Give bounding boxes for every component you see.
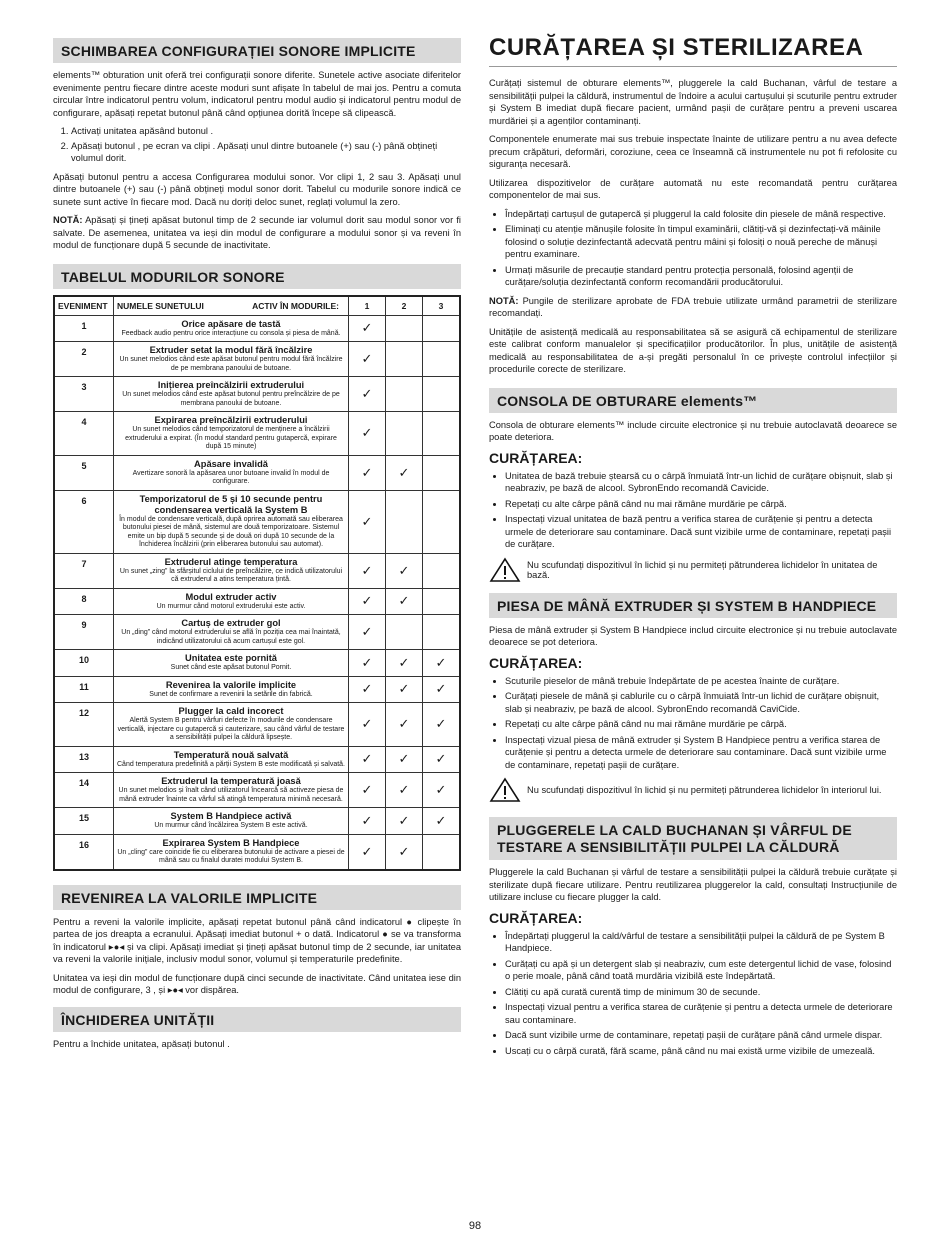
sound-config-para2: Apăsați butonul pentru a accesa Configurarea modului sonor. Vor clipi 1, 2 sau 3. Apăsați unul dintre butoanele (+) sau (-) până obțineți modul sonor dorit. Tabelul cu modurile sonore indică ce sunete sunt active în fiecare mod. Dacă nu doriți deloc sunet, reglați volumul la zero. bbox=[53, 171, 461, 207]
list-item: • Scuturile pieselor de mână trebuie îndepărtate de pe acestea înainte de curățare. bbox=[505, 675, 897, 688]
list-item: • Îndepărtați cartușul de gutapercă și pluggerul la cald folosite din piesele de mână respective. bbox=[505, 208, 897, 221]
sound-name: Inițierea preîncălzirii extruderului bbox=[157, 380, 305, 390]
check-icon: ✓ bbox=[361, 624, 373, 639]
header-mode-1: 1 bbox=[349, 296, 386, 316]
table-row bbox=[54, 490, 460, 553]
header-mode-2: 2 bbox=[386, 296, 423, 316]
note-label: NOTĂ: bbox=[53, 215, 83, 225]
sound-name: Orice apăsare de tastă bbox=[181, 318, 281, 329]
check-icon: ✓ bbox=[398, 681, 410, 697]
event-number: 2 bbox=[54, 342, 114, 377]
check-icon: ✓ bbox=[435, 716, 447, 732]
sound-detail: Un „ding” când motorul extruderului se află în poziția cea mai înaintată, indicând utilizatorului că acum cartușul este gol. bbox=[121, 629, 341, 645]
sound-name: Apăsare invalidă bbox=[194, 458, 268, 469]
header-mode-3: 3 bbox=[423, 296, 461, 316]
list-item: • Inspectați vizual piesa de mână extruder și System B Handpiece pentru a verifica starea de curățenie și pentru a detecta urmele de deteriorare sau contaminare. Dacă sunt vizibile urme de contaminare, repetați pașii de curățare. bbox=[505, 734, 897, 772]
sound-detail: Un sunet melodios când este apăsat butonul pentru modul fără încălzire de pe membrana panoului de butoane. bbox=[119, 356, 343, 372]
check-icon: ✓ bbox=[398, 593, 410, 609]
sound-description bbox=[114, 342, 349, 377]
plugger-cleaning-heading: CURĂȚAREA: bbox=[489, 909, 583, 926]
check-icon: ✓ bbox=[361, 716, 373, 732]
event-number: 5 bbox=[54, 455, 114, 490]
sound-description bbox=[114, 746, 349, 773]
list-item: • Repetați cu alte cârpe până când nu mai rămâne murdărie pe cârpă. bbox=[505, 718, 897, 731]
sound-detail: Sunet de confirmare a revenirii la setările din fabrică. bbox=[149, 690, 313, 698]
check-icon: ✓ bbox=[361, 593, 373, 609]
list-item: • Unitatea de bază trebuie ștearsă cu o cârpă înmuiată într-un lichid de curățare obișnuit, slab și neabraziv, pe bază de alcool. SybronEndo recomandă Cavicide. bbox=[505, 470, 897, 495]
mode-3-cell bbox=[423, 553, 461, 588]
check-icon: ✓ bbox=[361, 351, 373, 366]
section-title-console: CONSOLA DE OBTURARE elements™ bbox=[489, 388, 897, 413]
mode-3-cell bbox=[423, 315, 461, 342]
page-title: CURĂȚAREA ȘI STERILIZAREA bbox=[489, 34, 897, 67]
check-icon: ✓ bbox=[361, 782, 373, 797]
list-item: • Inspectați vizual unitatea de bază pentru a verifica starea de curățenie și pentru a detecta urmele de deteriorare sau contaminare. Dacă sunt vizibile urme de contaminare, repetați pașii de curățare. bbox=[505, 513, 897, 551]
check-icon: ✓ bbox=[361, 681, 373, 697]
mode-1-cell bbox=[349, 615, 386, 650]
sound-description bbox=[114, 553, 349, 588]
event-number: 7 bbox=[54, 553, 114, 588]
header-sound-names: NUMELE SUNETULUI bbox=[117, 300, 204, 311]
table-row bbox=[54, 746, 460, 773]
check-icon: ✓ bbox=[361, 654, 373, 670]
sound-description bbox=[114, 650, 349, 677]
mode-1-cell bbox=[349, 455, 386, 490]
sound-name: System B Handpiece activă bbox=[170, 811, 292, 821]
mode-3-cell bbox=[423, 490, 461, 553]
sound-name: Unitatea este pornită bbox=[185, 653, 277, 663]
step-2: 2. Apăsați butonul , pe ecran va clipi . Apăsați unul dintre butoanele (+) sau (-) până obțineți volumul dorit. bbox=[71, 140, 461, 165]
sound-detail: Când temperatura predefinită a părții System B este modificată și salvată. bbox=[117, 760, 345, 768]
mode-2-cell bbox=[386, 615, 423, 650]
section-title-reset-defaults: REVENIREA LA VALORILE IMPLICITE bbox=[53, 885, 461, 910]
cleaning-bullets bbox=[489, 208, 897, 289]
check-icon: ✓ bbox=[361, 425, 373, 441]
mode-3-cell bbox=[423, 834, 461, 870]
mode-2-cell bbox=[386, 703, 423, 747]
mode-3-cell bbox=[423, 676, 461, 703]
mode-1-cell bbox=[349, 342, 386, 377]
check-icon: ✓ bbox=[361, 386, 373, 401]
sound-detail: Un „cling” care coincide fie cu eliberarea butonului de activare a piesei de mână sau cu finalul duratei modului System B. bbox=[117, 848, 345, 864]
check-icon: ✓ bbox=[398, 654, 410, 670]
check-icon: ✓ bbox=[398, 464, 410, 480]
check-icon: ✓ bbox=[361, 843, 373, 859]
mode-1-cell bbox=[349, 377, 386, 412]
table-row bbox=[54, 773, 460, 808]
sound-detail: Un murmur când încălzirea System B este activă. bbox=[154, 822, 308, 829]
table-row bbox=[54, 588, 460, 615]
console-para: Consola de obturare elements™ include circuite electronice și nu trebuie autoclavată deoarece se poate deteriora. bbox=[489, 419, 897, 442]
warning-text: Nu scufundați dispozitivul în lichid și nu permiteți pătrunderea lichidelor în unitatea de bază. bbox=[527, 559, 878, 580]
table-row bbox=[54, 676, 460, 703]
mode-2-cell bbox=[386, 315, 423, 342]
mode-2-cell bbox=[386, 490, 423, 553]
mode-2-cell bbox=[386, 650, 423, 677]
table-row bbox=[54, 834, 460, 870]
mode-2-cell bbox=[386, 455, 423, 490]
check-icon: ✓ bbox=[398, 562, 410, 578]
table-row bbox=[54, 553, 460, 588]
page-number: 98 bbox=[468, 1220, 482, 1232]
mode-3-cell bbox=[423, 455, 461, 490]
table-row bbox=[54, 615, 460, 650]
table-row bbox=[54, 315, 460, 342]
mode-3-cell bbox=[423, 773, 461, 808]
shutdown-para: Pentru a închide unitatea, apăsați butonul . bbox=[53, 1038, 230, 1049]
cleaning-note bbox=[489, 295, 897, 320]
mode-1-cell bbox=[349, 490, 386, 553]
event-number: 16 bbox=[54, 834, 114, 870]
left-column bbox=[53, 38, 461, 1056]
section-title-plugger: PLUGGERELE LA CALD BUCHANAN ȘI VÂRFUL DE TESTARE A SENSIBILITĂȚII PULPEI LA CĂLDURĂ bbox=[489, 817, 897, 860]
sound-name: Temperatură nouă salvată bbox=[173, 749, 289, 760]
sound-name: Modul extruder activ bbox=[185, 591, 277, 602]
event-number: 11 bbox=[54, 676, 114, 703]
sound-name: Cartuș de extruder gol bbox=[181, 618, 281, 628]
mode-1-cell bbox=[349, 746, 386, 773]
list-item: • Repetați cu alte cârpe până când nu mai rămâne murdărie pe cârpă. bbox=[505, 498, 897, 511]
check-icon: ✓ bbox=[398, 812, 410, 828]
console-bullets bbox=[489, 470, 897, 551]
sound-detail: Avertizare sonoră la apăsarea unor butoane invalid în modul de configurare. bbox=[132, 469, 330, 485]
event-number: 10 bbox=[54, 650, 114, 677]
sound-detail: Un murmur când motorul extruderului este activ. bbox=[156, 602, 306, 610]
handpiece-bullets bbox=[489, 675, 897, 772]
sound-description bbox=[114, 490, 349, 553]
mode-2-cell bbox=[386, 553, 423, 588]
table-body bbox=[54, 315, 460, 870]
reset-para2: Unitatea va ieși din modul de funcționare după cinci secunde de inactivitate. Când unitatea iese din modul de configurare, 3 , și ▸●◂ vor dispărea. bbox=[53, 972, 461, 995]
mode-3-cell bbox=[423, 650, 461, 677]
sound-config-steps bbox=[53, 125, 461, 165]
event-number: 9 bbox=[54, 615, 114, 650]
sound-detail: Un sunet melodios când este apăsat butonul pentru preîncălzire de pe membrana panoului de butoane. bbox=[122, 391, 340, 407]
sound-detail: Un sunet melodios și înalt când utilizatorul încearcă să activeze piesa de mână extruder înainte ca vârful să atingă temperatura minimă necesară. bbox=[118, 787, 344, 803]
table-row bbox=[54, 342, 460, 377]
event-number: 4 bbox=[54, 412, 114, 456]
check-icon: ✓ bbox=[435, 654, 447, 670]
sound-detail: Un sunet „zing” la sfârșitul ciclului de preîncălzire, ce indică utilizatorului că extruderul a atins temperatura țintă. bbox=[119, 567, 343, 583]
check-icon: ✓ bbox=[435, 812, 447, 828]
sound-modes-table bbox=[53, 295, 461, 871]
event-number: 8 bbox=[54, 588, 114, 615]
reset-para1: Pentru a reveni la valorile implicite, apăsați repetat butonul până când indicatorul ● clipește în partea de jos dreapta a ecranului. Apăsați imediat butonul + o dată. Indicatorul ● se va transforma în indicatorul ▸●◂ și va clipi. Apăsați imediat și țineți apăsat butonul timp de 2 secunde, iar unitatea va reveni la valorile inițiale, inclusiv modul sonor, volumul și temperaturile predefinite. bbox=[53, 916, 461, 964]
mode-3-cell bbox=[423, 342, 461, 377]
mode-1-cell bbox=[349, 676, 386, 703]
sound-description bbox=[114, 703, 349, 747]
check-icon: ✓ bbox=[398, 716, 410, 732]
warning-text: Nu scufundați dispozitivul în lichid și nu permiteți pătrunderea lichidelor în interiorul lui. bbox=[527, 785, 882, 795]
console-cleaning-heading: CURĂȚAREA: bbox=[489, 449, 583, 466]
mode-2-cell bbox=[386, 412, 423, 456]
check-icon: ✓ bbox=[435, 782, 447, 797]
event-number: 6 bbox=[54, 490, 114, 553]
section-title-shutdown: ÎNCHIDEREA UNITĂȚII bbox=[53, 1007, 461, 1032]
check-icon: ✓ bbox=[361, 464, 373, 480]
sound-config-note bbox=[53, 214, 461, 252]
mode-1-cell bbox=[349, 553, 386, 588]
list-item: • Curățați piesele de mână și cablurile cu o cârpă înmuiată într-un lichid de curățare obișnuit, slab și neabraziv, pe bază de alcool. SybronEndo recomandă CaviCide. bbox=[505, 690, 897, 715]
event-number: 14 bbox=[54, 773, 114, 808]
list-item: • Inspectați vizual pentru a verifica starea de curățenie și pentru a detecta urmele de deteriorare sau contaminare. bbox=[505, 1001, 897, 1026]
list-item: • Dacă sunt vizibile urme de contaminare, repetați pașii de curățare până când urmele dispar. bbox=[505, 1029, 897, 1042]
mode-3-cell bbox=[423, 746, 461, 773]
sound-name: Extruderul la temperatură joasă bbox=[161, 776, 301, 786]
table-header-row bbox=[54, 296, 460, 316]
header-active-in: ACTIV ÎN MODURILE: bbox=[252, 300, 339, 311]
section-title-handpiece: PIESA DE MÂNĂ EXTRUDER ȘI SYSTEM B HANDPIECE bbox=[489, 593, 897, 618]
mode-2-cell bbox=[386, 377, 423, 412]
list-item: • Eliminați cu atenție mănușile folosite în timpul examinării, clătiți-vă și dezinfectați-vă mâinile folosind o soluție dezinfectantă adecvată pentru mâini și folosiți o nouă pereche de mănuși pentru examinare. bbox=[505, 223, 897, 261]
check-icon: ✓ bbox=[361, 513, 373, 529]
table-row bbox=[54, 412, 460, 456]
sound-detail: Alertă System B pentru vârfuri defecte în modurile de condensare verticală, injectare cu gutapercă și cauterizare, sau când vârful de testare a sensibilității pulpei la căldură lipsește. bbox=[117, 717, 345, 741]
mode-3-cell bbox=[423, 808, 461, 835]
event-number: 1 bbox=[54, 315, 114, 342]
check-icon: ✓ bbox=[361, 320, 373, 336]
sound-name: Temporizatorul de 5 și 10 secunde pentru condensarea verticală la System B bbox=[139, 493, 323, 515]
mode-2-cell bbox=[386, 834, 423, 870]
check-icon: ✓ bbox=[435, 681, 447, 697]
mode-2-cell bbox=[386, 588, 423, 615]
sound-description bbox=[114, 834, 349, 870]
mode-3-cell bbox=[423, 703, 461, 747]
check-icon: ✓ bbox=[361, 751, 373, 767]
table-row bbox=[54, 703, 460, 747]
mode-1-cell bbox=[349, 412, 386, 456]
cleaning-para3: Utilizarea dispozitivelor de curățare automată nu este recomandată pentru curățarea componentelor de mai sus. bbox=[489, 177, 897, 200]
check-icon: ✓ bbox=[398, 782, 410, 797]
table-row bbox=[54, 808, 460, 835]
sound-name: Extruder setat la modul fără încălzire bbox=[149, 345, 313, 355]
list-item: • Curățați cu apă și un detergent slab și neabraziv, cum este detergentul lichid de vase, folosind o perie moale, până când toată murdăria vizibilă este îndepărtată. bbox=[505, 958, 897, 983]
mode-2-cell bbox=[386, 676, 423, 703]
warning-icon bbox=[489, 557, 521, 583]
sound-description bbox=[114, 773, 349, 808]
event-number: 13 bbox=[54, 746, 114, 773]
mode-2-cell bbox=[386, 773, 423, 808]
sound-detail: În modul de condensare verticală, după oprirea automată sau eliberarea butonului piesei de mână, sistemul are două temporizatoare. Sistemul emite un bip după 5 secunde și de două ori după 10 secunde de la închiderea încălzirii (prin eliberarea butonului sau automat). bbox=[119, 515, 343, 548]
sound-name: Extruderul atinge temperatura bbox=[164, 556, 298, 567]
handpiece-cleaning-heading: CURĂȚAREA: bbox=[489, 654, 583, 671]
handpiece-warning bbox=[489, 777, 897, 803]
cleaning-para4: Unitățile de asistență medicală au responsabilitatea să se asigură că echipamentul de sterilizare este calibrat conform manualelor și specificațiilor producătorilor. În plus, unitățile de asistență medicală au responsabilitatea de a-și pregăti personalul în ce privește controlul infecțiilor și procedurile corecte de sterilizare. bbox=[489, 326, 897, 374]
sound-name: Expirarea System B Handpiece bbox=[162, 837, 300, 848]
list-item: • Urmați măsurile de precauție standard pentru protecția personală, folosind agenții de curățare/soluția dezinfectantă conform recomandării producătorului. bbox=[505, 264, 897, 289]
warning-icon bbox=[489, 777, 521, 803]
list-item: • Îndepărtați pluggerul la cald/vârful de testare a sensibilității pulpei la căldură de pe System B Handpiece. bbox=[505, 930, 897, 955]
mode-1-cell bbox=[349, 315, 386, 342]
console-warning bbox=[489, 557, 897, 583]
list-item: • Clătiți cu apă curată curentă timp de minimum 30 de secunde. bbox=[505, 986, 897, 999]
note-text: Pungile de sterilizare aprobate de FDA trebuie utilizate urmând parametrii de sterilizare recomandați. bbox=[489, 295, 897, 318]
mode-3-cell bbox=[423, 412, 461, 456]
table-row bbox=[54, 377, 460, 412]
note-label: NOTĂ: bbox=[489, 295, 519, 306]
sound-description bbox=[114, 808, 349, 835]
step-1: 1. Activați unitatea apăsând butonul . bbox=[71, 125, 461, 138]
table-row bbox=[54, 650, 460, 677]
mode-1-cell bbox=[349, 650, 386, 677]
sound-name: Revenirea la valorile implicite bbox=[165, 679, 297, 690]
sound-detail: Feedback audio pentru orice interacțiune cu consola și piesa de mână. bbox=[121, 329, 341, 337]
mode-1-cell bbox=[349, 588, 386, 615]
check-icon: ✓ bbox=[435, 751, 447, 767]
sound-description bbox=[114, 615, 349, 650]
event-number: 3 bbox=[54, 377, 114, 412]
mode-1-cell bbox=[349, 834, 386, 870]
cleaning-para1: Curățați sistemul de obturare elements™, pluggerele la cald Buchanan, vârful de testare a sensibilității pulpei la căldură, instrumentul de îndoire a acului cartușului și scuturile pentru extruder și System B imediat după fiecare pacient, urmând pașii de curățare pentru a preveni uscarea murdăriei și a agenților contaminanți. bbox=[489, 78, 897, 126]
section-title-sound-table: TABELUL MODURILOR SONORE bbox=[53, 264, 461, 289]
sound-config-intro: elements™ obturation unit oferă trei configurații sonore diferite. Sunetele active asociate diferitelor evenimente pentru fiecare dintre aceste moduri sunt afișate în tabelul de mai jos. Pentru a comuta circular între indicatorul pentru volum, indicatorul pentru modul audio și indicatorul pentru modul de configurare, apăsați repetat butonul până când opțiunea dorită începe să clipească. bbox=[53, 70, 461, 118]
sound-name: Plugger la cald incorect bbox=[178, 706, 284, 716]
mode-1-cell bbox=[349, 773, 386, 808]
check-icon: ✓ bbox=[361, 812, 373, 828]
sound-description bbox=[114, 455, 349, 490]
header-event: EVENIMENT bbox=[54, 296, 114, 316]
handpiece-para: Piesa de mână extruder și System B Handpiece includ circuite electronice și nu trebuie autoclavate deoarece se pot deteriora. bbox=[489, 624, 897, 647]
mode-3-cell bbox=[423, 377, 461, 412]
plugger-para: Pluggerele la cald Buchanan și vârful de testare a sensibilității pulpei la căldură trebuie curățate și sterilizate după fiecare utilizare. Pentru reutilizarea pluggerelor la cald, consultați Instrucțiunile de utilizare incluse cu fiecare plugger la cald. bbox=[489, 867, 897, 902]
list-item: • Uscați cu o cârpă curată, fără scame, până când nu mai există urme vizibile de umezeală. bbox=[505, 1045, 897, 1058]
header-names bbox=[114, 296, 349, 316]
sound-name: Expirarea preîncălzirii extruderului bbox=[154, 415, 308, 425]
check-icon: ✓ bbox=[398, 751, 410, 767]
right-column bbox=[489, 34, 897, 1063]
mode-3-cell bbox=[423, 615, 461, 650]
sound-detail: Un sunet melodios când temporizatorul de menținere a încălzirii extruderului a expirat. (În modul standard pentru gutapercă, expirare după 15 minute) bbox=[125, 426, 337, 450]
note-text: Apăsați și țineți apăsat butonul timp de 2 secunde iar volumul dorit sau modul sonor vor fi salvate. De asemenea, unitatea va ieși din modul de configurare a modului sonor și va reveni în modul de funcționare după 5 secunde de inactivitate. bbox=[53, 215, 461, 250]
sound-description bbox=[114, 676, 349, 703]
check-icon: ✓ bbox=[398, 843, 410, 859]
check-icon: ✓ bbox=[361, 562, 373, 578]
sound-description bbox=[114, 588, 349, 615]
mode-2-cell bbox=[386, 746, 423, 773]
cleaning-para2: Componentele enumerate mai sus trebuie inspectate înainte de utilizare pentru a nu avea defecte precum crăpături, deformări, coroziune, ceea ce înseamnă că instrumentele nu pot fi refolosite cu siguranța necesară. bbox=[489, 134, 897, 169]
sound-detail: Sunet când este apăsat butonul Pornit. bbox=[170, 664, 292, 671]
mode-2-cell bbox=[386, 808, 423, 835]
mode-2-cell bbox=[386, 342, 423, 377]
sound-description bbox=[114, 315, 349, 342]
mode-1-cell bbox=[349, 703, 386, 747]
section-title-sound-config: SCHIMBAREA CONFIGURAȚIEI SONORE IMPLICITE bbox=[53, 38, 461, 63]
mode-3-cell bbox=[423, 588, 461, 615]
sound-description bbox=[114, 377, 349, 412]
sound-description bbox=[114, 412, 349, 456]
event-number: 15 bbox=[54, 808, 114, 835]
event-number: 12 bbox=[54, 703, 114, 747]
plugger-bullets bbox=[489, 930, 897, 1058]
mode-1-cell bbox=[349, 808, 386, 835]
table-row bbox=[54, 455, 460, 490]
